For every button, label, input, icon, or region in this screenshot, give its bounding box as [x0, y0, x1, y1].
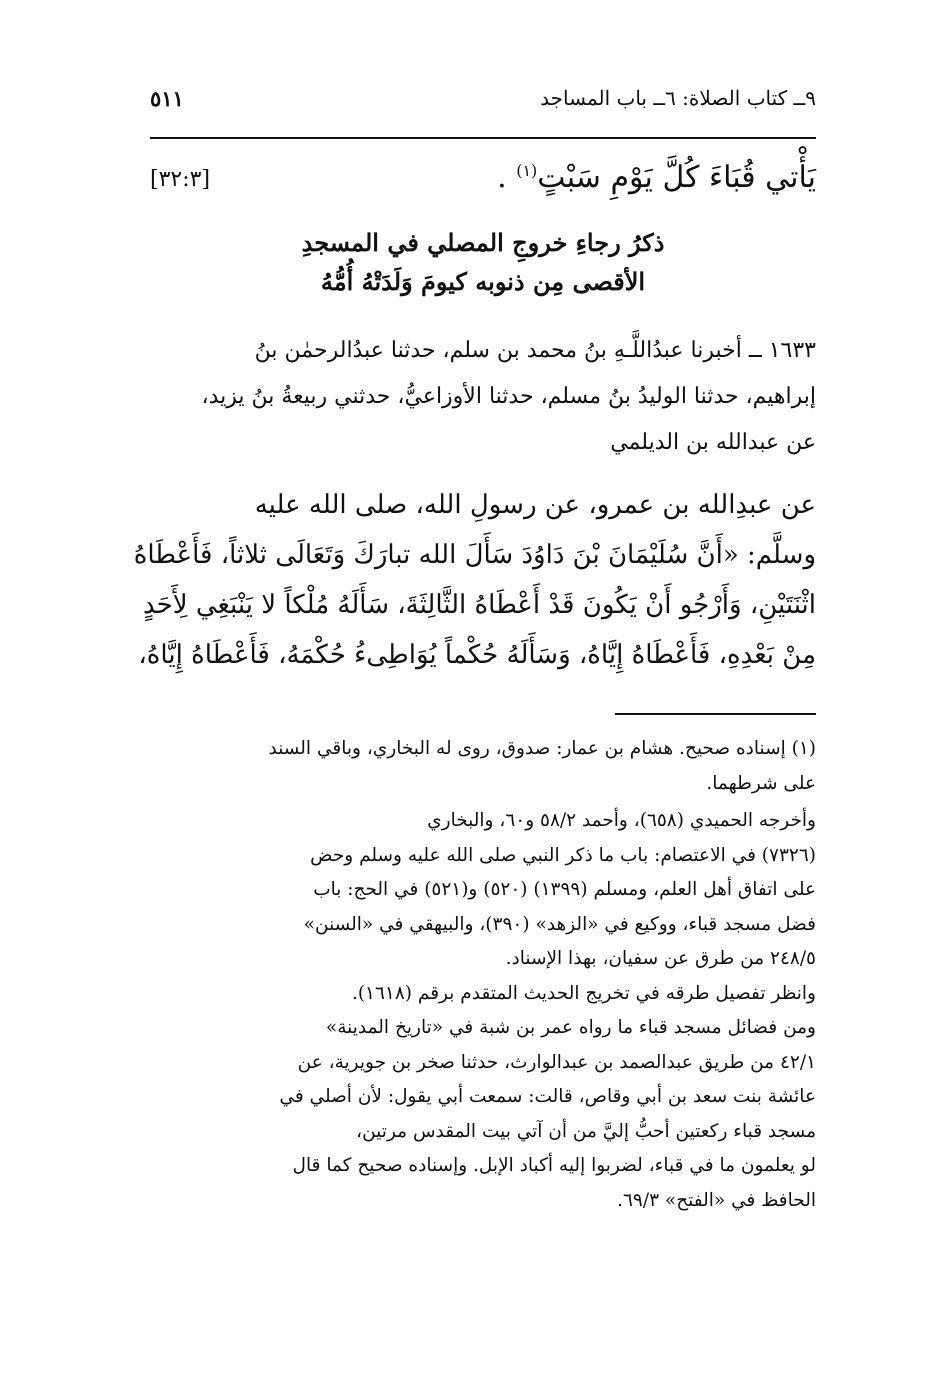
- footnote-line: على اتفاق أهل العلم، ومسلم (١٣٩٩) (٥٢٠) و(٥٢١) في الحج: باب: [313, 879, 816, 900]
- footnote-marker: (١): [516, 161, 538, 180]
- continuation-line: [497, 160, 816, 195]
- isnad-line: عن عبدالله بن الديلمي: [610, 430, 816, 455]
- footnote-line: عائشة بنت سعد بن أبي وقاص، قالت: سمعت أبي يقول: لأن أصلي في: [279, 1086, 816, 1107]
- continuation-end: .: [497, 160, 517, 195]
- footnote-line: ٤٢/١ من طريق عبدالصمد بن عبدالوارث، حدثنا صخر بن جويرية، عن: [297, 1051, 816, 1073]
- footnotes: [150, 732, 816, 1218]
- footnote-line: ومن فضائل مسجد قباء ما رواه عمر بن شبة في «تاريخ المدينة»: [325, 1017, 816, 1038]
- footnote-rule: [615, 713, 816, 715]
- footnote-line: (١) إسناده صحيح. هشام بن عمار: صدوق، روى له البخاري، وباقي السند: [268, 738, 816, 759]
- page-number: ٥١١: [150, 86, 184, 111]
- footnote-line: وانظر تفصيل طرقه في تخريج الحديث المتقدم برقم (١٦١٨).: [351, 982, 816, 1004]
- running-header: [150, 86, 816, 122]
- footnote-line: فضل مسجد قباء، ووكيع في «الزهد» (٣٩٠)، والبيهقي في «السنن»: [303, 913, 816, 935]
- header-rule: [150, 137, 816, 139]
- matn-line: اثْنَتَيْنِ، وَأَرْجُو أَنْ يَكُونَ قَدْ أَعْطَاهُ الثَّالِثَةَ، سَأَلَهُ مُلْكاً لا يَنْبَغِي لِأَحَدٍ: [143, 590, 816, 620]
- isnad-paragraph: [150, 328, 816, 466]
- matn-line: عن عبدِالله بن عمرو، عن رسولِ الله، صلى الله عليه: [254, 490, 816, 520]
- footnote-line: الحافظ في «الفتح» ٦٩/٣.: [617, 1189, 816, 1211]
- footnote-line: مسجد قباء ركعتين أحبُّ إليَّ من أن آتي بيت المقدس مرتين،: [356, 1120, 816, 1142]
- matn-line: وسلَّم: «أَنَّ سُلَيْمَانَ بْنَ دَاوُدَ سَأَلَ الله تبارَكَ وَتَعَالَى ثلاثاً، فَأَعْطَاهُ: [133, 540, 816, 570]
- hadith-reference: [٣٢:٣]: [150, 167, 211, 192]
- footnote-line: ٢٤٨/٥ من طرق عن سفيان، بهذا الإسناد.: [505, 948, 816, 969]
- chapter-heading-line-1: ذكرُ رجاءِ خروجِ المصلي في المسجدِ: [301, 228, 665, 257]
- isnad-line: إبراهيم، حدثنا الوليدُ بنُ مسلم، حدثنا الأوزاعيُّ، حدثني ربيعةُ بنُ يزيد،: [201, 384, 816, 409]
- isnad-line: ١٦٣٣ ــ أخبرنا عبدُاللَّـهِ بنُ محمد بن سلم، حدثنا عبدُالرحمٰن بنُ: [254, 338, 816, 363]
- matn-paragraph: [133, 480, 816, 680]
- footnote-line: لو يعلمون ما في قباء، لضربوا إليه أكباد الإبل. وإسناده صحيح كما قال: [292, 1155, 816, 1176]
- footnote-line: وأخرجه الحميدي (٦٥٨)، وأحمد ٥٨/٢ و٦٠، والبخاري: [427, 810, 816, 831]
- footnote-line: (٧٣٢٦) في الاعتصام: باب ما ذكر النبي صلى الله عليه وسلم وحض: [310, 844, 816, 866]
- matn-line: مِنْ بَعْدِهِ، فَأَعْطَاهُ إِيَّاهُ، وَسَأَلَهُ حُكْماً يُوَاطِىءُ حُكْمَهُ، فَأَعْطَاهُ إِيَّاهُ،: [138, 640, 816, 670]
- footnote-line: على شرطهما.: [706, 772, 816, 794]
- continuation-text: يَأْتي قُبَاءَ كُلَّ يَوْمِ سَبْتٍ: [537, 160, 816, 195]
- chapter-heading-line-2: الأقصى مِن ذنوبه كيومَ وَلَدَتْهُ أُمُّهُ: [320, 267, 646, 296]
- running-title: ٩ــ كتاب الصلاة: ٦ــ باب المساجد: [540, 86, 816, 110]
